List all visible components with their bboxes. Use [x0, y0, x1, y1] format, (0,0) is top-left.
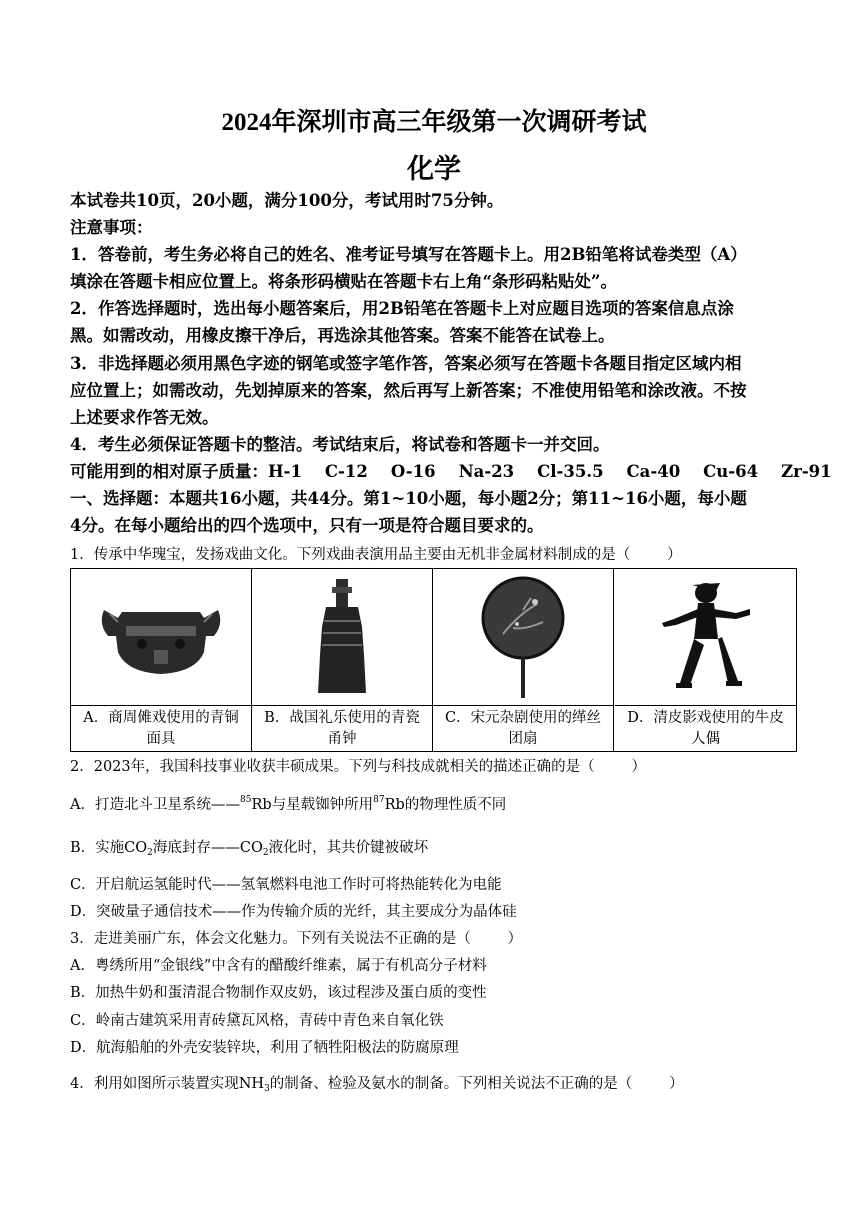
q2-a-text-1: A．打造北斗卫星系统——: [70, 797, 240, 813]
q2-a-text-2: Rb与星载铷钟所用: [251, 797, 374, 813]
q2-b-text-1: B．实施CO: [70, 840, 148, 856]
question-2-option-c: C．开启航运氢能时代——氢氧燃料电池工作时可将热能转化为电能: [70, 877, 502, 893]
question-3-option-d: D．航海船舶的外壳安装锌块，利用了牺牲阳极法的防腐原理: [70, 1040, 459, 1056]
question-2-stem: 2．2023年，我国科技事业收获丰硕成果。下列与科技成就相关的描述正确的是（ ）: [70, 759, 646, 775]
question-3-option-b: B．加热牛奶和蛋清混合物制作双皮奶，该过程涉及蛋白质的变性: [70, 985, 487, 1001]
q2-b-sub-2: 2: [262, 848, 269, 858]
exam-title: 2024年深圳市高三年级第一次调研考试: [221, 109, 647, 136]
q2-a-mass-87: 87: [373, 795, 385, 805]
option-c-line-2: 团扇: [508, 731, 538, 747]
section-1-line-2: 4分。在每小题给出的四个选项中，只有一项是符合题目要求的。: [70, 516, 544, 535]
notes-heading: 注意事项：: [70, 218, 153, 237]
q2-b-text-2: 海底封存——CO: [152, 840, 263, 856]
subject-title: 化学: [407, 154, 461, 184]
option-b-cell: [252, 569, 433, 751]
question-2-option-d: D．突破量子通信技术——作为传输介质的光纤，其主要成分为晶体硅: [70, 904, 517, 920]
question-2-option-b: [70, 837, 428, 859]
celadon-bell-icon: [252, 569, 432, 705]
option-d-caption: [615, 705, 796, 751]
option-c-line-1: C．宋元杂剧使用的缂丝: [444, 710, 602, 726]
bronze-mask-icon: [71, 569, 251, 705]
option-a-line-2: 面具: [146, 731, 176, 747]
q4-text-1: 4．利用如图所示装置实现NH: [70, 1076, 265, 1092]
note-4: 4．考生必须保证答题卡的整洁。考试结束后，将试卷和答题卡一并交回。: [70, 435, 610, 454]
note-3-line-2: 应位置上；如需改动，先划掉原来的答案，然后再写上新答案；不准使用铅笔和涂改液。不按: [70, 381, 747, 400]
option-d-cell: [615, 569, 796, 751]
q2-a-text-3: Rb的物理性质不同: [384, 797, 507, 813]
question-1-options-table: [70, 568, 797, 752]
q4-sub-3: 3: [264, 1084, 270, 1094]
option-b-line-1: B．战国礼乐使用的青瓷: [264, 710, 420, 726]
note-3-line-1: 3．非选择题必须用黑色字迹的钢笔或签字笔作答，答案必须写在答题卡各题目指定区域内相: [70, 354, 742, 373]
note-2-line-1: 2．作答选择题时，选出每小题答案后，用2B铅笔在答题卡上对应题目选项的答案信息点涂: [70, 299, 734, 318]
question-2-option-a: [70, 794, 506, 816]
option-a-caption: [71, 705, 251, 751]
note-2-line-2: 黑。如需改动，用橡皮擦干净后，再选涂其他答案。答案不能答在试卷上。: [70, 326, 615, 345]
option-a-line-1: A．商周傩戏使用的青铜: [83, 710, 239, 726]
option-c-cell: [433, 569, 614, 751]
question-1-stem: 1．传承中华瑰宝，发扬戏曲文化。下列戏曲表演用品主要由无机非金属材料制成的是（ ）: [70, 547, 682, 563]
section-1-line-1: 一、选择题：本题共16小题，共44分。第1~10小题，每小题2分；第11~16小题，每小题: [70, 489, 747, 508]
q4-text-2: 的制备、检验及氨水的制备。下列相关说法不正确的是（ ）: [269, 1076, 684, 1092]
exam-intro: 本试卷共10页，20小题，满分100分，考试用时75分钟。: [70, 191, 504, 210]
q2-a-mass-85: 85: [239, 795, 252, 805]
question-3-option-c: C．岭南古建筑采用青砖黛瓦风格，青砖中青色来自氧化铁: [70, 1013, 444, 1029]
question-4-stem: [70, 1073, 684, 1095]
silk-fan-icon: [433, 569, 613, 705]
q2-b-text-3: 液化时，其共价键被破坏: [268, 840, 429, 856]
option-a-cell: [71, 569, 252, 751]
note-1-line-2: 填涂在答题卡相应位置上。将条形码横贴在答题卡右上角“条形码粘贴处”。: [70, 272, 617, 291]
option-d-line-2: 人偶: [691, 731, 720, 747]
option-d-line-1: D．清皮影戏使用的牛皮: [627, 710, 784, 726]
option-b-line-2: 甬钟: [327, 731, 357, 747]
note-3-line-3: 上述要求作答无效。: [70, 408, 219, 427]
atomic-masses: 可能用到的相对原子质量：H-1 C-12 O-16 Na-23 Cl-35.5 Ca-40 Cu-64 Zr-91: [70, 462, 832, 481]
option-c-caption: [433, 705, 613, 751]
note-1-line-1: 1．答卷前，考生务必将自己的姓名、准考证号填写在答题卡上。用2B铅笔将试卷类型（A）: [70, 245, 747, 264]
shadow-puppet-icon: [615, 569, 796, 705]
option-b-caption: [252, 705, 432, 751]
question-3-option-a: A．粤绣所用“金银线”中含有的醋酸纤维素，属于有机高分子材料: [70, 958, 487, 974]
question-3-stem: 3．走进美丽广东，体会文化魅力。下列有关说法不正确的是（ ）: [70, 931, 523, 947]
q2-b-sub-1: 2: [147, 848, 153, 858]
